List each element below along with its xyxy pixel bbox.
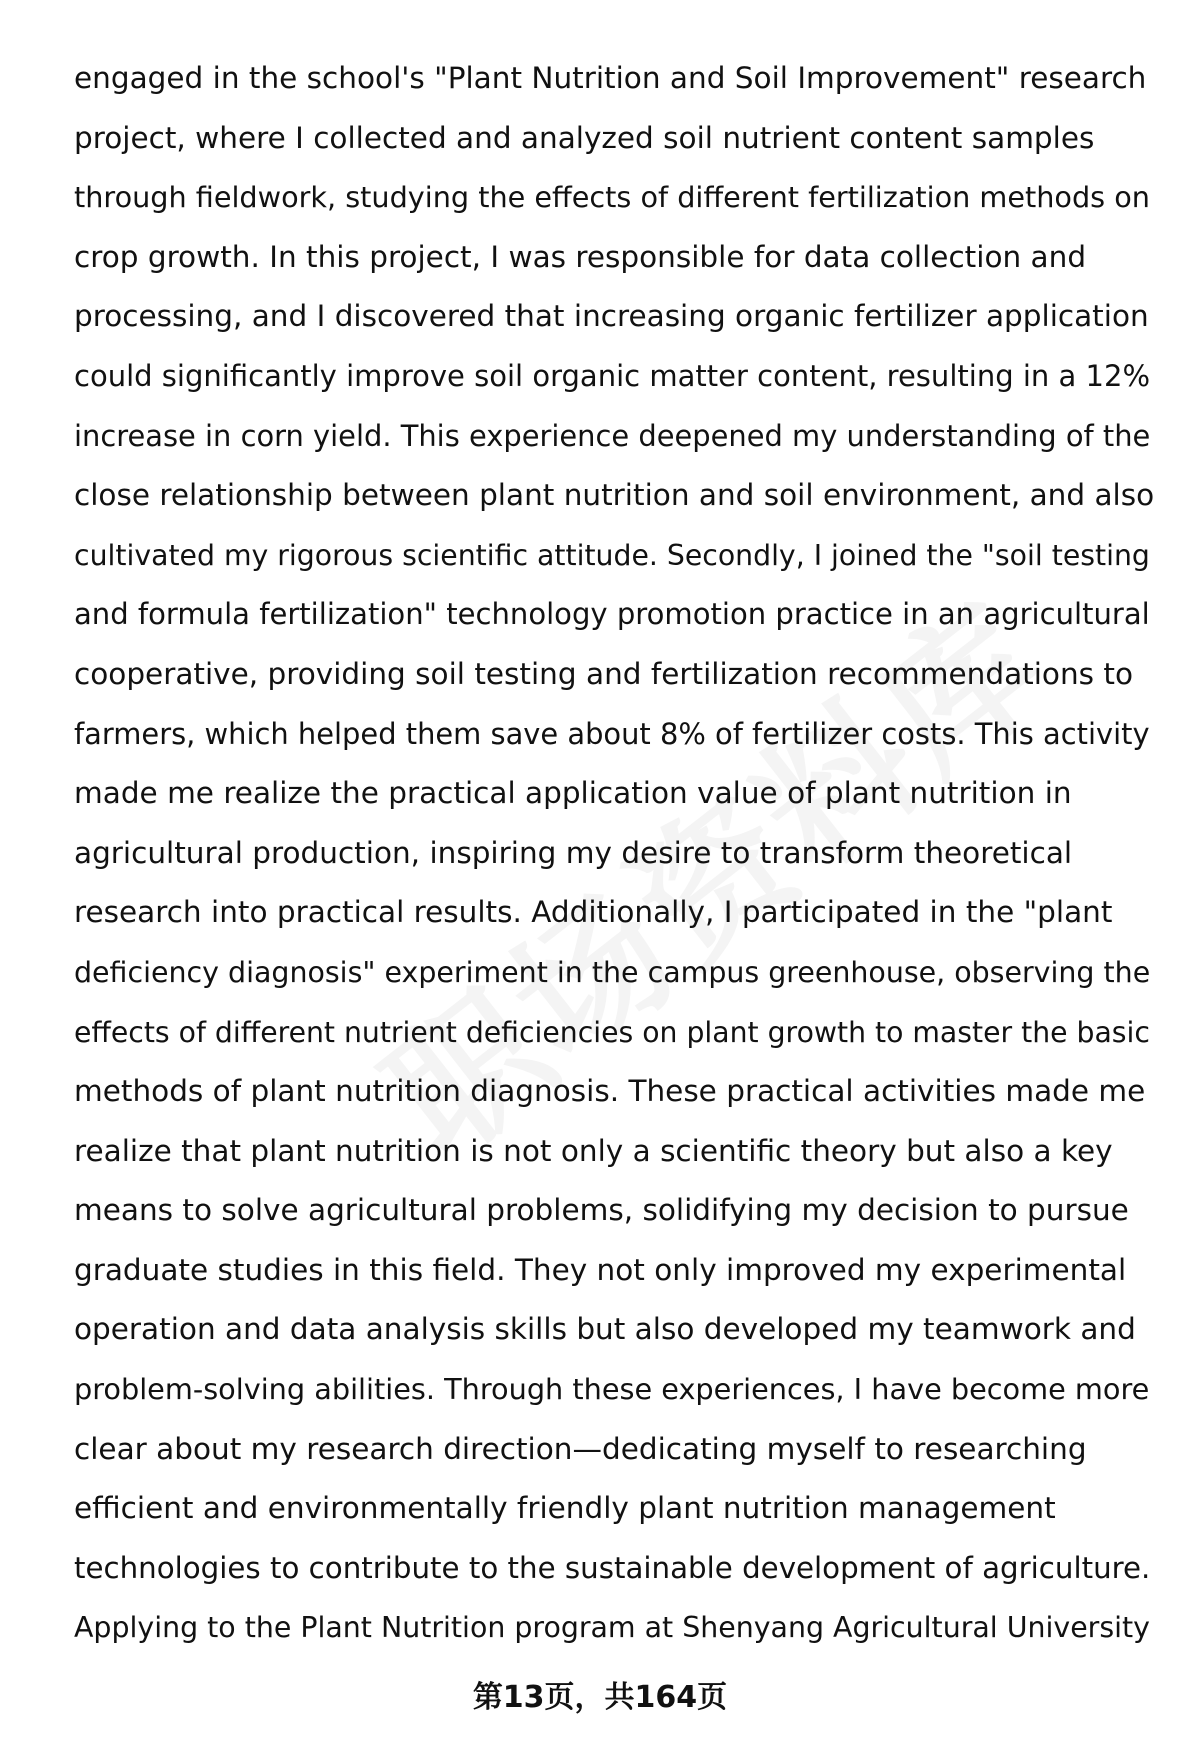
text-line: made me realize the practical application value of plant nutrition in <box>74 776 1072 811</box>
text-line: could significantly improve soil organic matter content, resulting in a 12% <box>74 358 1151 393</box>
text-line: methods of plant nutrition diagnosis. These practical activities made me <box>74 1074 1146 1109</box>
text-line: graduate studies in this field. They not only improved my experimental <box>74 1252 1127 1287</box>
text-line: processing, and I discovered that increasing organic fertilizer application <box>74 299 1149 334</box>
text-line: engaged in the school's "Plant Nutrition and Soil Improvement" research <box>74 61 1147 95</box>
text-line: increase in corn yield. This experience deepened my understanding of the <box>74 418 1151 453</box>
text-line: technologies to contribute to the sustainable development of agriculture. <box>74 1550 1151 1585</box>
text-line: effects of different nutrient deficiencies on plant growth to master the basic <box>74 1015 1150 1049</box>
text-line: operation and data analysis skills but also developed my teamwork and <box>74 1312 1136 1347</box>
text-line: farmers, which helped them save about 8% of fertilizer costs. This activity <box>74 716 1150 751</box>
text-line: deficiency diagnosis" experiment in the campus greenhouse, observing the <box>74 955 1151 989</box>
text-line: and formula fertilization" technology promotion practice in an agricultural <box>74 597 1150 632</box>
text-line: Applying to the Plant Nutrition program at Shenyang Agricultural University <box>74 1611 1150 1645</box>
text-line: efficient and environmentally friendly plant nutrition management <box>74 1491 1056 1526</box>
text-line: project, where I collected and analyzed soil nutrient content samples <box>74 120 1095 155</box>
text-line: realize that plant nutrition is not only a scientific theory but also a key <box>74 1133 1113 1168</box>
text-line: means to solve agricultural problems, solidifying my decision to pursue <box>74 1193 1129 1228</box>
text-line: research into practical results. Additionally, I participated in the "plant <box>74 895 1113 930</box>
text-line: cooperative, providing soil testing and fertilization recommendations to <box>74 656 1134 691</box>
text-line: cultivated my rigorous scientific attitude. Secondly, I joined the "soil testing <box>74 538 1150 572</box>
body-text <box>74 49 1154 1658</box>
text-line: close relationship between plant nutrition and soil environment, and also <box>74 478 1155 513</box>
text-line: through fieldwork, studying the effects of different fertilization methods on <box>74 180 1150 215</box>
text-line: agricultural production, inspiring my desire to transform theoretical <box>74 835 1073 870</box>
page-number-footer: 第13页，共164页 <box>472 1680 728 1715</box>
text-line: problem-solving abilities. Through these experiences, I have become more <box>74 1372 1150 1407</box>
text-line: clear about my research direction—dedicating myself to researching <box>74 1431 1087 1466</box>
text-line: crop growth. In this project, I was responsible for data collection and <box>74 239 1087 274</box>
